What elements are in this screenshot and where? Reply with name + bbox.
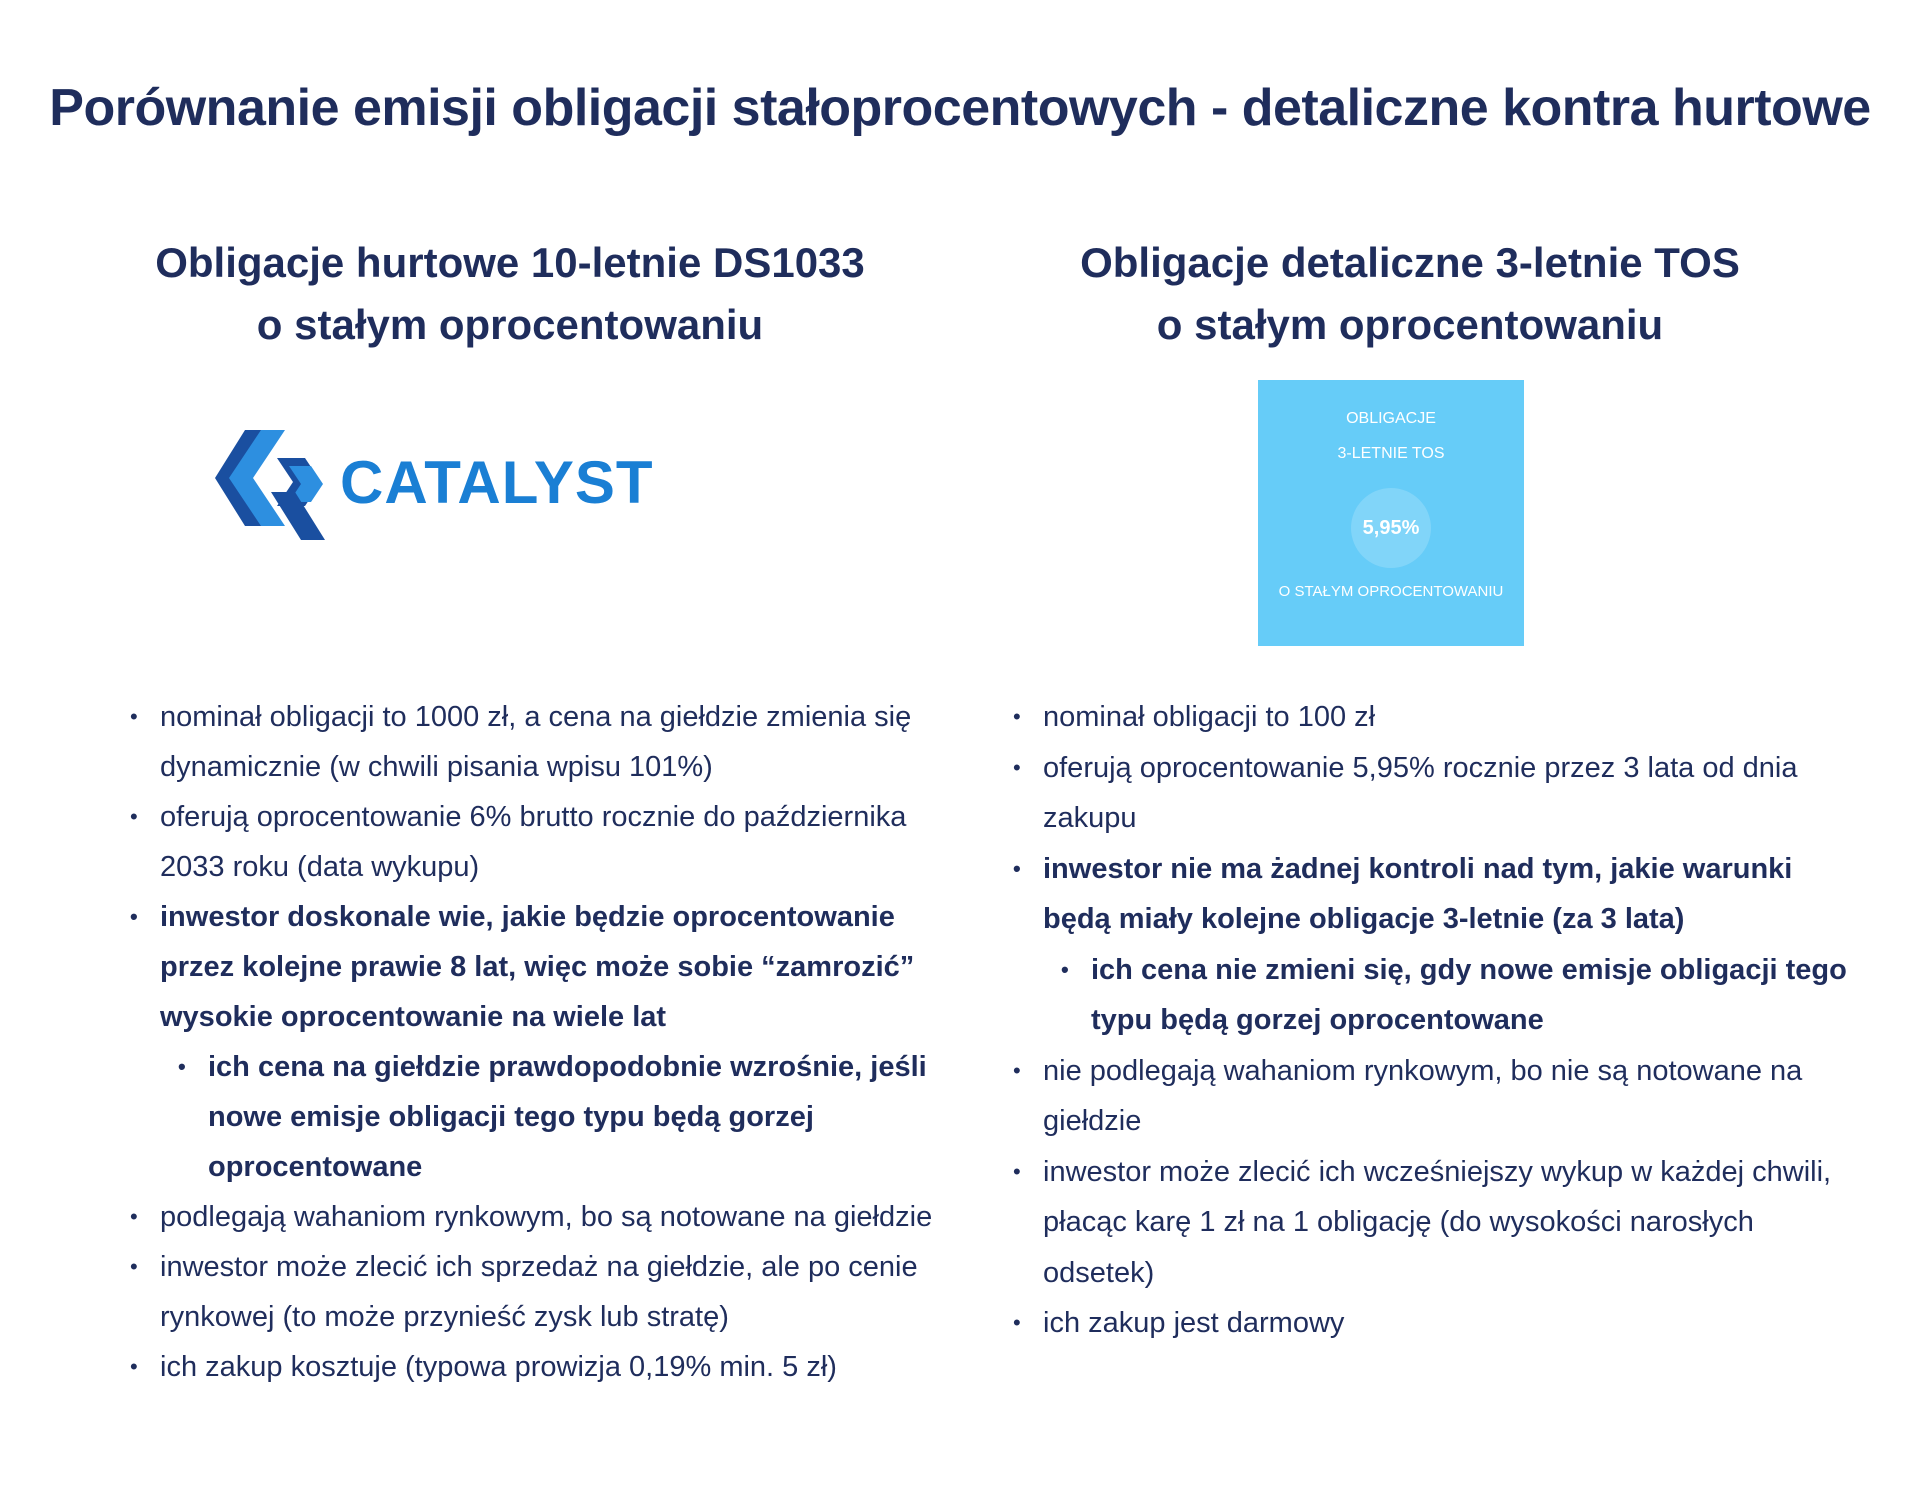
left-heading (80, 232, 940, 356)
right-heading-line1: Obligacje detaliczne 3-letnie TOS (1080, 239, 1740, 286)
list-item: • inwestor może zlecić ich sprzedaż na giełdzie, ale po cenie rynkowej (to może przynieść zysk lub stratę) (130, 1242, 960, 1342)
list-item: • oferują oprocentowanie 6% brutto rocznie do października 2033 roku (data wykupu) (130, 792, 960, 892)
left-column (80, 232, 940, 356)
list-item: • nie podlegają wahaniom rynkowym, bo nie są notowane na giełdzie (1013, 1046, 1863, 1147)
left-heading-line1: Obligacje hurtowe 10-letnie DS1033 (155, 239, 865, 286)
right-column (980, 232, 1840, 356)
catalyst-logo-mark-icon (215, 430, 335, 540)
tos-badge-rate: 5,95% (1351, 488, 1431, 568)
list-item: • nominał obligacji to 100 zł (1013, 692, 1863, 743)
left-bullet-list (130, 692, 960, 1392)
list-item: • podlegają wahaniom rynkowym, bo są notowane na giełdzie (130, 1192, 960, 1242)
right-heading-line2: o stałym oprocentowaniu (1156, 301, 1664, 348)
list-item: • nominał obligacji to 1000 zł, a cena na giełdzie zmienia się dynamicznie (w chwili pisania wpisu 101%) (130, 692, 960, 792)
list-item: • inwestor nie ma żadnej kontroli nad tym, jakie warunki będą miały kolejne obligacje 3-letnie (za 3 lata) (1013, 844, 1863, 945)
right-heading (980, 232, 1840, 356)
list-item: • ich zakup jest darmowy (1013, 1298, 1863, 1349)
catalyst-logo-text: CATALYST (340, 449, 654, 516)
list-item: • inwestor doskonale wie, jakie będzie oprocentowanie przez kolejne prawie 8 lat, więc może sobie “zamrozić” wysokie oprocentowanie na wiele lat (130, 892, 960, 1042)
tos-badge-line3: O STAŁYM OPROCENTOWANIU (1278, 583, 1504, 600)
list-item: • ich zakup kosztuje (typowa prowizja 0,19% min. 5 zł) (130, 1342, 960, 1392)
right-bullet-list (1013, 692, 1863, 1349)
list-item: • inwestor może zlecić ich wcześniejszy wykup w każdej chwili, płacąc karę 1 zł na 1 obligację (do wysokości narosłych odsetek) (1013, 1147, 1863, 1299)
list-item: • oferują oprocentowanie 5,95% rocznie przez 3 lata od dnia zakupu (1013, 743, 1863, 844)
left-heading-line2: o stałym oprocentowaniu (256, 301, 764, 348)
page-title: Porównanie emisji obligacji stałoprocentowych - detaliczne kontra hurtowe (49, 79, 1871, 137)
tos-badge-line1: OBLIGACJE (1346, 410, 1436, 427)
tos-badge (1258, 380, 1524, 646)
catalyst-logo (215, 430, 735, 540)
list-item: • ich cena nie zmieni się, gdy nowe emisje obligacji tego typu będą gorzej oprocentowane (1061, 945, 1863, 1046)
tos-badge-line2: 3-LETNIE TOS (1337, 445, 1445, 462)
list-item: • ich cena na giełdzie prawdopodobnie wzrośnie, jeśli nowe emisje obligacji tego typu będą gorzej oprocentowane (178, 1042, 960, 1192)
